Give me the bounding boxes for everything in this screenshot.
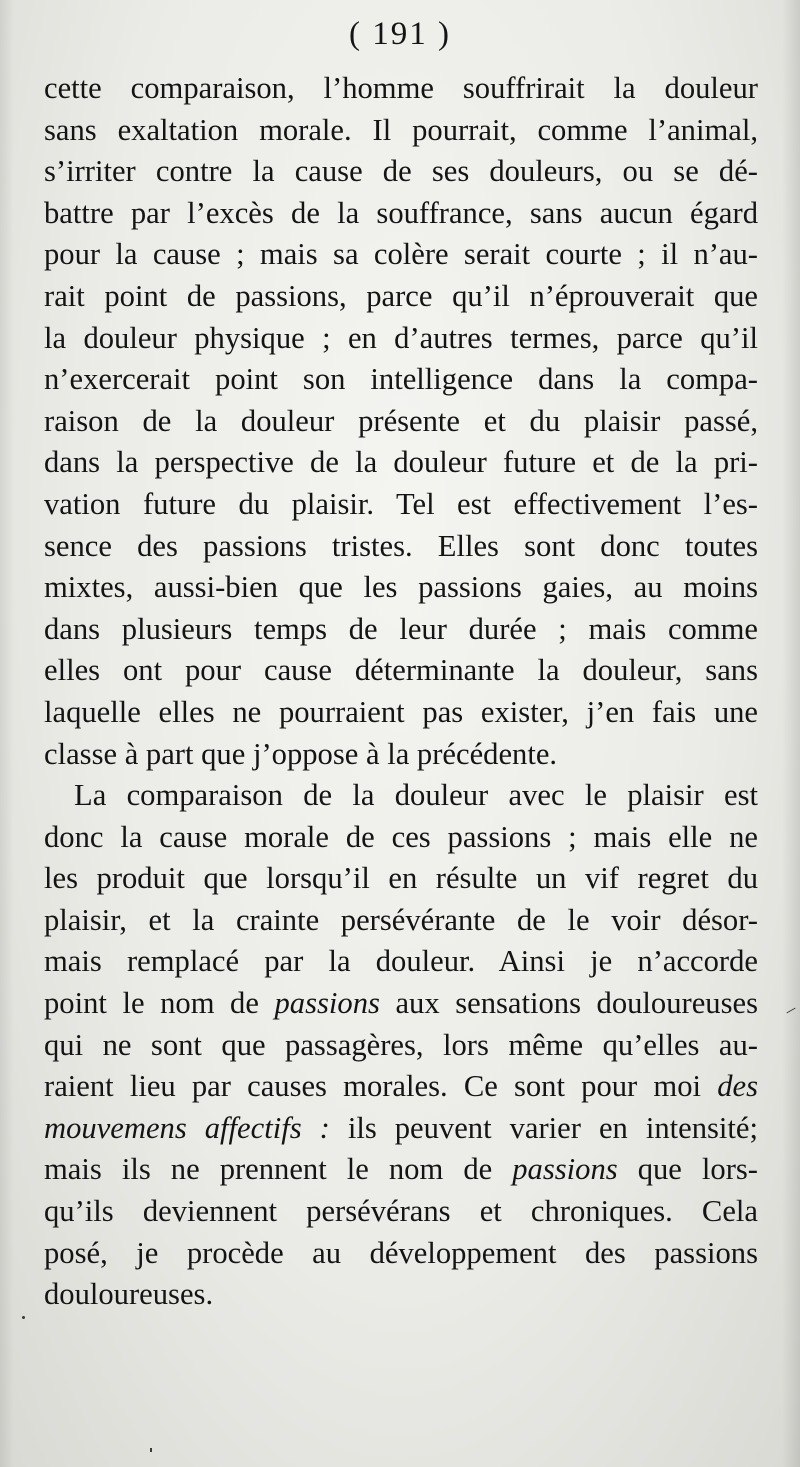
text-line [44, 983, 758, 1025]
ink-speck [150, 1448, 152, 1452]
body-text [44, 68, 758, 1316]
text-line: elles ont pour cause déterminante la douleur, sans [44, 653, 758, 688]
page-number: ( 191 ) [349, 16, 451, 52]
text-line [44, 1108, 758, 1150]
text-line: n’exercerait point son intelligence dans la compa- [44, 362, 758, 397]
text-run: point le nom de [44, 986, 275, 1021]
text-line: laquelle elles ne pourraient pas exister, j’en fais une [44, 694, 758, 729]
text-line: dans la perspective de la douleur future et de la pri- [44, 445, 758, 480]
italic-text-run: passions [512, 1152, 618, 1187]
italic-text-run: mouvemens affectifs : [44, 1110, 330, 1145]
text-run: aux sensations douloureuses [379, 986, 758, 1021]
text-run: mais ils ne prennent le nom de [44, 1152, 513, 1187]
text-line: qui ne sont que passagères, lors même qu’elles au- [44, 1027, 758, 1062]
text-line: battre par l’excès de la souffrance, sans aucun égard [44, 195, 758, 230]
text-line: posé, je procède au développement des passions [44, 1235, 758, 1270]
text-line: raison de la douleur présente et du plaisir passé, [44, 403, 758, 438]
text-line: sence des passions tristes. Elles sont donc toutes [44, 528, 758, 563]
text-line: pour la cause ; mais sa colère serait courte ; il n’au- [44, 237, 758, 272]
text-run: ils peuvent varier en intensité; [329, 1110, 758, 1145]
text-line: donc la cause morale de ces passions ; mais elle ne [44, 819, 758, 854]
text-run: que lors- [617, 1152, 758, 1187]
text-line: douloureuses. [44, 1277, 214, 1312]
text-line: qu’ils deviennent persévérans et chroniques. Cela [44, 1194, 758, 1229]
text-run: raient lieu par causes morales. Ce sont pour moi [44, 1069, 718, 1104]
italic-text-run: des [717, 1069, 758, 1104]
text-line: mais remplacé par la douleur. Ainsi je n’accorde [44, 944, 758, 979]
text-line: La comparaison de la douleur avec le plaisir est [74, 778, 758, 813]
text-line: cette comparaison, l’homme souffrirait la douleur [44, 71, 758, 105]
text-line: s’irriter contre la cause de ses douleurs, ou se dé- [44, 154, 758, 189]
text-line: plaisir, et la crainte persévérante de le voir désor- [44, 902, 758, 937]
text-line [44, 1066, 758, 1108]
text-line: dans plusieurs temps de leur durée ; mais comme [44, 611, 758, 646]
text-line: sans exaltation morale. Il pourrait, comme l’animal, [44, 112, 758, 147]
text-line: rait point de passions, parce qu’il n’éprouverait que [44, 278, 758, 313]
page-edge-shadow-right [782, 0, 800, 1467]
ink-speck [22, 1316, 25, 1319]
text-line: mixtes, aussi-bien que les passions gaies, au moins [44, 570, 758, 605]
page-edge-shadow-left [0, 0, 14, 1467]
text-line [44, 1149, 758, 1191]
text-line: classe à part que j’oppose à la précédente. [44, 736, 558, 771]
italic-text-run: passions [274, 986, 380, 1021]
text-line: vation future du plaisir. Tel est effectivement l’es- [44, 486, 758, 521]
text-line: les produit que lorsqu’il en résulte un vif regret du [44, 861, 758, 896]
text-line: la douleur physique ; en d’autres termes, parce qu’il [44, 320, 758, 355]
